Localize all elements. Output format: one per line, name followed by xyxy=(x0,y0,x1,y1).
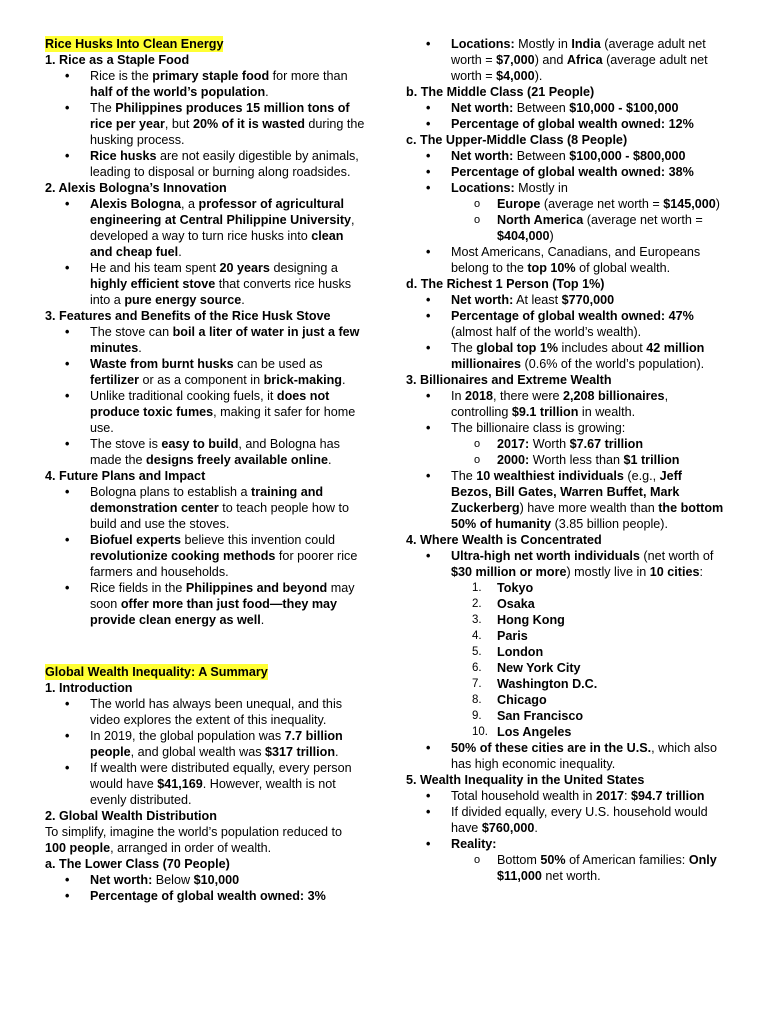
wealth-s3-sublist xyxy=(406,436,726,468)
list-item: • Rice is the primary staple food for more than half of the world’s population. xyxy=(45,68,365,100)
right-column xyxy=(406,36,726,884)
wealth-s2c-heading: c. The Upper-Middle Class (8 People) xyxy=(406,133,628,147)
list-item: • Total household wealth in 2017: $94.7 trillion xyxy=(406,788,726,804)
city-item: 9. San Francisco xyxy=(472,709,584,723)
list-item: • The global top 1% includes about 42 million millionaires (0.6% of the world’s population). xyxy=(406,340,726,372)
list-item: • The Philippines produces 15 million tons of rice per year, but 20% of it is wasted during the husking process. xyxy=(45,100,365,148)
wealth-s2a-list-cont xyxy=(406,36,726,84)
rice-s3-heading: 3. Features and Benefits of the Rice Husk Stove xyxy=(45,309,331,323)
list-item: • Reality: xyxy=(406,836,726,852)
wealth-s3-list xyxy=(406,388,726,436)
list-item: • Biofuel experts believe this invention could revolutionize cooking methods for poorer rice farmers and households. xyxy=(45,532,365,580)
list-item: • The stove can boil a liter of water in just a few minutes. xyxy=(45,324,365,356)
list-item: • Percentage of global wealth owned: 12% xyxy=(406,116,726,132)
wealth-s2d-heading: d. The Richest 1 Person (Top 1%) xyxy=(406,277,605,291)
list-item: • Waste from burnt husks can be used as fertilizer or as a component in brick-making. xyxy=(45,356,365,388)
list-item: • Net worth: Below $10,000 xyxy=(45,872,365,888)
list-item: • Locations: Mostly in xyxy=(406,180,726,196)
list-item: o 2017: Worth $7.67 trillion xyxy=(406,436,726,452)
left-column xyxy=(45,36,365,904)
city-item: 1. Tokyo xyxy=(472,581,534,595)
wealth-s5-sublist xyxy=(406,852,726,884)
list-item: • Percentage of global wealth owned: 47% (almost half of the world’s wealth). xyxy=(406,308,726,340)
wealth-s2b-list xyxy=(406,100,726,132)
list-item: • The stove is easy to build, and Bologna has made the designs freely available online. xyxy=(45,436,365,468)
list-item: • Rice fields in the Philippines and beyond may soon offer more than just food—they may provide clean energy as well. xyxy=(45,580,365,628)
list-item: • He and his team spent 20 years designing a highly efficient stove that converts rice husks into a pure energy source. xyxy=(45,260,365,308)
list-item: • Locations: Mostly in India (average adult net worth = $7,000) and Africa (average adult net worth = $4,000). xyxy=(406,36,726,84)
list-item: • Most Americans, Canadians, and Europeans belong to the top 10% of global wealth. xyxy=(406,244,726,276)
wealth-s2d-list xyxy=(406,292,726,372)
wealth-s4-list-cont xyxy=(406,740,726,772)
list-item: • Ultra-high net worth individuals (net worth of $30 million or more) mostly live in 10 cities: xyxy=(406,548,726,580)
list-item: o 2000: Worth less than $1 trillion xyxy=(406,452,726,468)
list-item: • Bologna plans to establish a training and demonstration center to teach people how to build and use the stoves. xyxy=(45,484,365,532)
list-item: • Net worth: Between $100,000 - $800,000 xyxy=(406,148,726,164)
rice-s3-list xyxy=(45,324,365,468)
wealth-s5-list xyxy=(406,788,726,852)
rice-s2-list xyxy=(45,196,365,308)
wealth-s2-intro: To simplify, imagine the world’s population reduced to 100 people, arranged in order of wealth. xyxy=(45,825,343,855)
list-item: • The 10 wealthiest individuals (e.g., Jeff Bezos, Bill Gates, Warren Buffet, Mark Zuckerberg) have more wealth than the bottom 50% of humanity (3.85 billion people). xyxy=(406,468,726,532)
city-item: 10. Los Angeles xyxy=(472,725,572,739)
wealth-s4-list xyxy=(406,548,726,580)
list-item: • Net worth: At least $770,000 xyxy=(406,292,726,308)
wealth-s5-heading: 5. Wealth Inequality in the United States xyxy=(406,773,645,787)
rice-s2-heading: 2. Alexis Bologna’s Innovation xyxy=(45,181,227,195)
rice-title: Rice Husks Into Clean Energy xyxy=(45,37,224,51)
wealth-s2c-list-cont xyxy=(406,244,726,276)
city-item: 5. London xyxy=(472,645,544,659)
city-item: 3. Hong Kong xyxy=(472,613,565,627)
list-item: • Percentage of global wealth owned: 38% xyxy=(406,164,726,180)
list-item: • Percentage of global wealth owned: 3% xyxy=(45,888,365,904)
list-item: • The world has always been unequal, and this video explores the extent of this inequality. xyxy=(45,696,365,728)
wealth-s1-list xyxy=(45,696,365,808)
wealth-s2a-list xyxy=(45,872,365,904)
list-item: o Europe (average net worth = $145,000) xyxy=(406,196,726,212)
list-item: • Unlike traditional cooking fuels, it does not produce toxic fumes, making it safer for home use. xyxy=(45,388,365,436)
wealth-s2b-heading: b. The Middle Class (21 People) xyxy=(406,85,595,99)
city-item: 4. Paris xyxy=(472,629,528,643)
city-list xyxy=(406,580,726,740)
wealth-s1-heading: 1. Introduction xyxy=(45,681,133,695)
list-item: • In 2018, there were 2,208 billionaires, controlling $9.1 trillion in wealth. xyxy=(406,388,726,420)
list-item: o Bottom 50% of American families: Only $11,000 net worth. xyxy=(406,852,726,884)
list-item: • Alexis Bologna, a professor of agricultural engineering at Central Philippine University, developed a way to turn rice husks into clean and cheap fuel. xyxy=(45,196,365,260)
list-item: • The billionaire class is growing: xyxy=(406,420,726,436)
wealth-s2c-sublist xyxy=(406,196,726,244)
list-item: • Rice husks are not easily digestible by animals, leading to disposal or burning along roadsides. xyxy=(45,148,365,180)
section-gap xyxy=(45,628,365,664)
list-item: • Net worth: Between $10,000 - $100,000 xyxy=(406,100,726,116)
rice-s4-list xyxy=(45,484,365,628)
city-item: 8. Chicago xyxy=(472,693,547,707)
wealth-s3-list-cont xyxy=(406,468,726,532)
list-item: o North America (average net worth = $404,000) xyxy=(406,212,726,244)
list-item: • In 2019, the global population was 7.7 billion people, and global wealth was $317 trillion. xyxy=(45,728,365,760)
wealth-s2a-heading: a. The Lower Class (70 People) xyxy=(45,857,230,871)
city-item: 6. New York City xyxy=(472,661,581,675)
wealth-s2-heading: 2. Global Wealth Distribution xyxy=(45,809,217,823)
city-item: 7. Washington D.C. xyxy=(472,677,598,691)
wealth-s2c-list xyxy=(406,148,726,196)
rice-s4-heading: 4. Future Plans and Impact xyxy=(45,469,206,483)
rice-s1-list xyxy=(45,68,365,180)
rice-s1-heading: 1. Rice as a Staple Food xyxy=(45,53,190,67)
list-item: • If wealth were distributed equally, every person would have $41,169. However, wealth is not evenly distributed. xyxy=(45,760,365,808)
wealth-s4-heading: 4. Where Wealth is Concentrated xyxy=(406,533,602,547)
wealth-s3-heading: 3. Billionaires and Extreme Wealth xyxy=(406,373,612,387)
wealth-title: Global Wealth Inequality: A Summary xyxy=(45,665,268,679)
list-item: • If divided equally, every U.S. household would have $760,000. xyxy=(406,804,726,836)
city-item: 2. Osaka xyxy=(472,597,535,611)
list-item: • 50% of these cities are in the U.S., which also has high economic inequality. xyxy=(406,740,726,772)
